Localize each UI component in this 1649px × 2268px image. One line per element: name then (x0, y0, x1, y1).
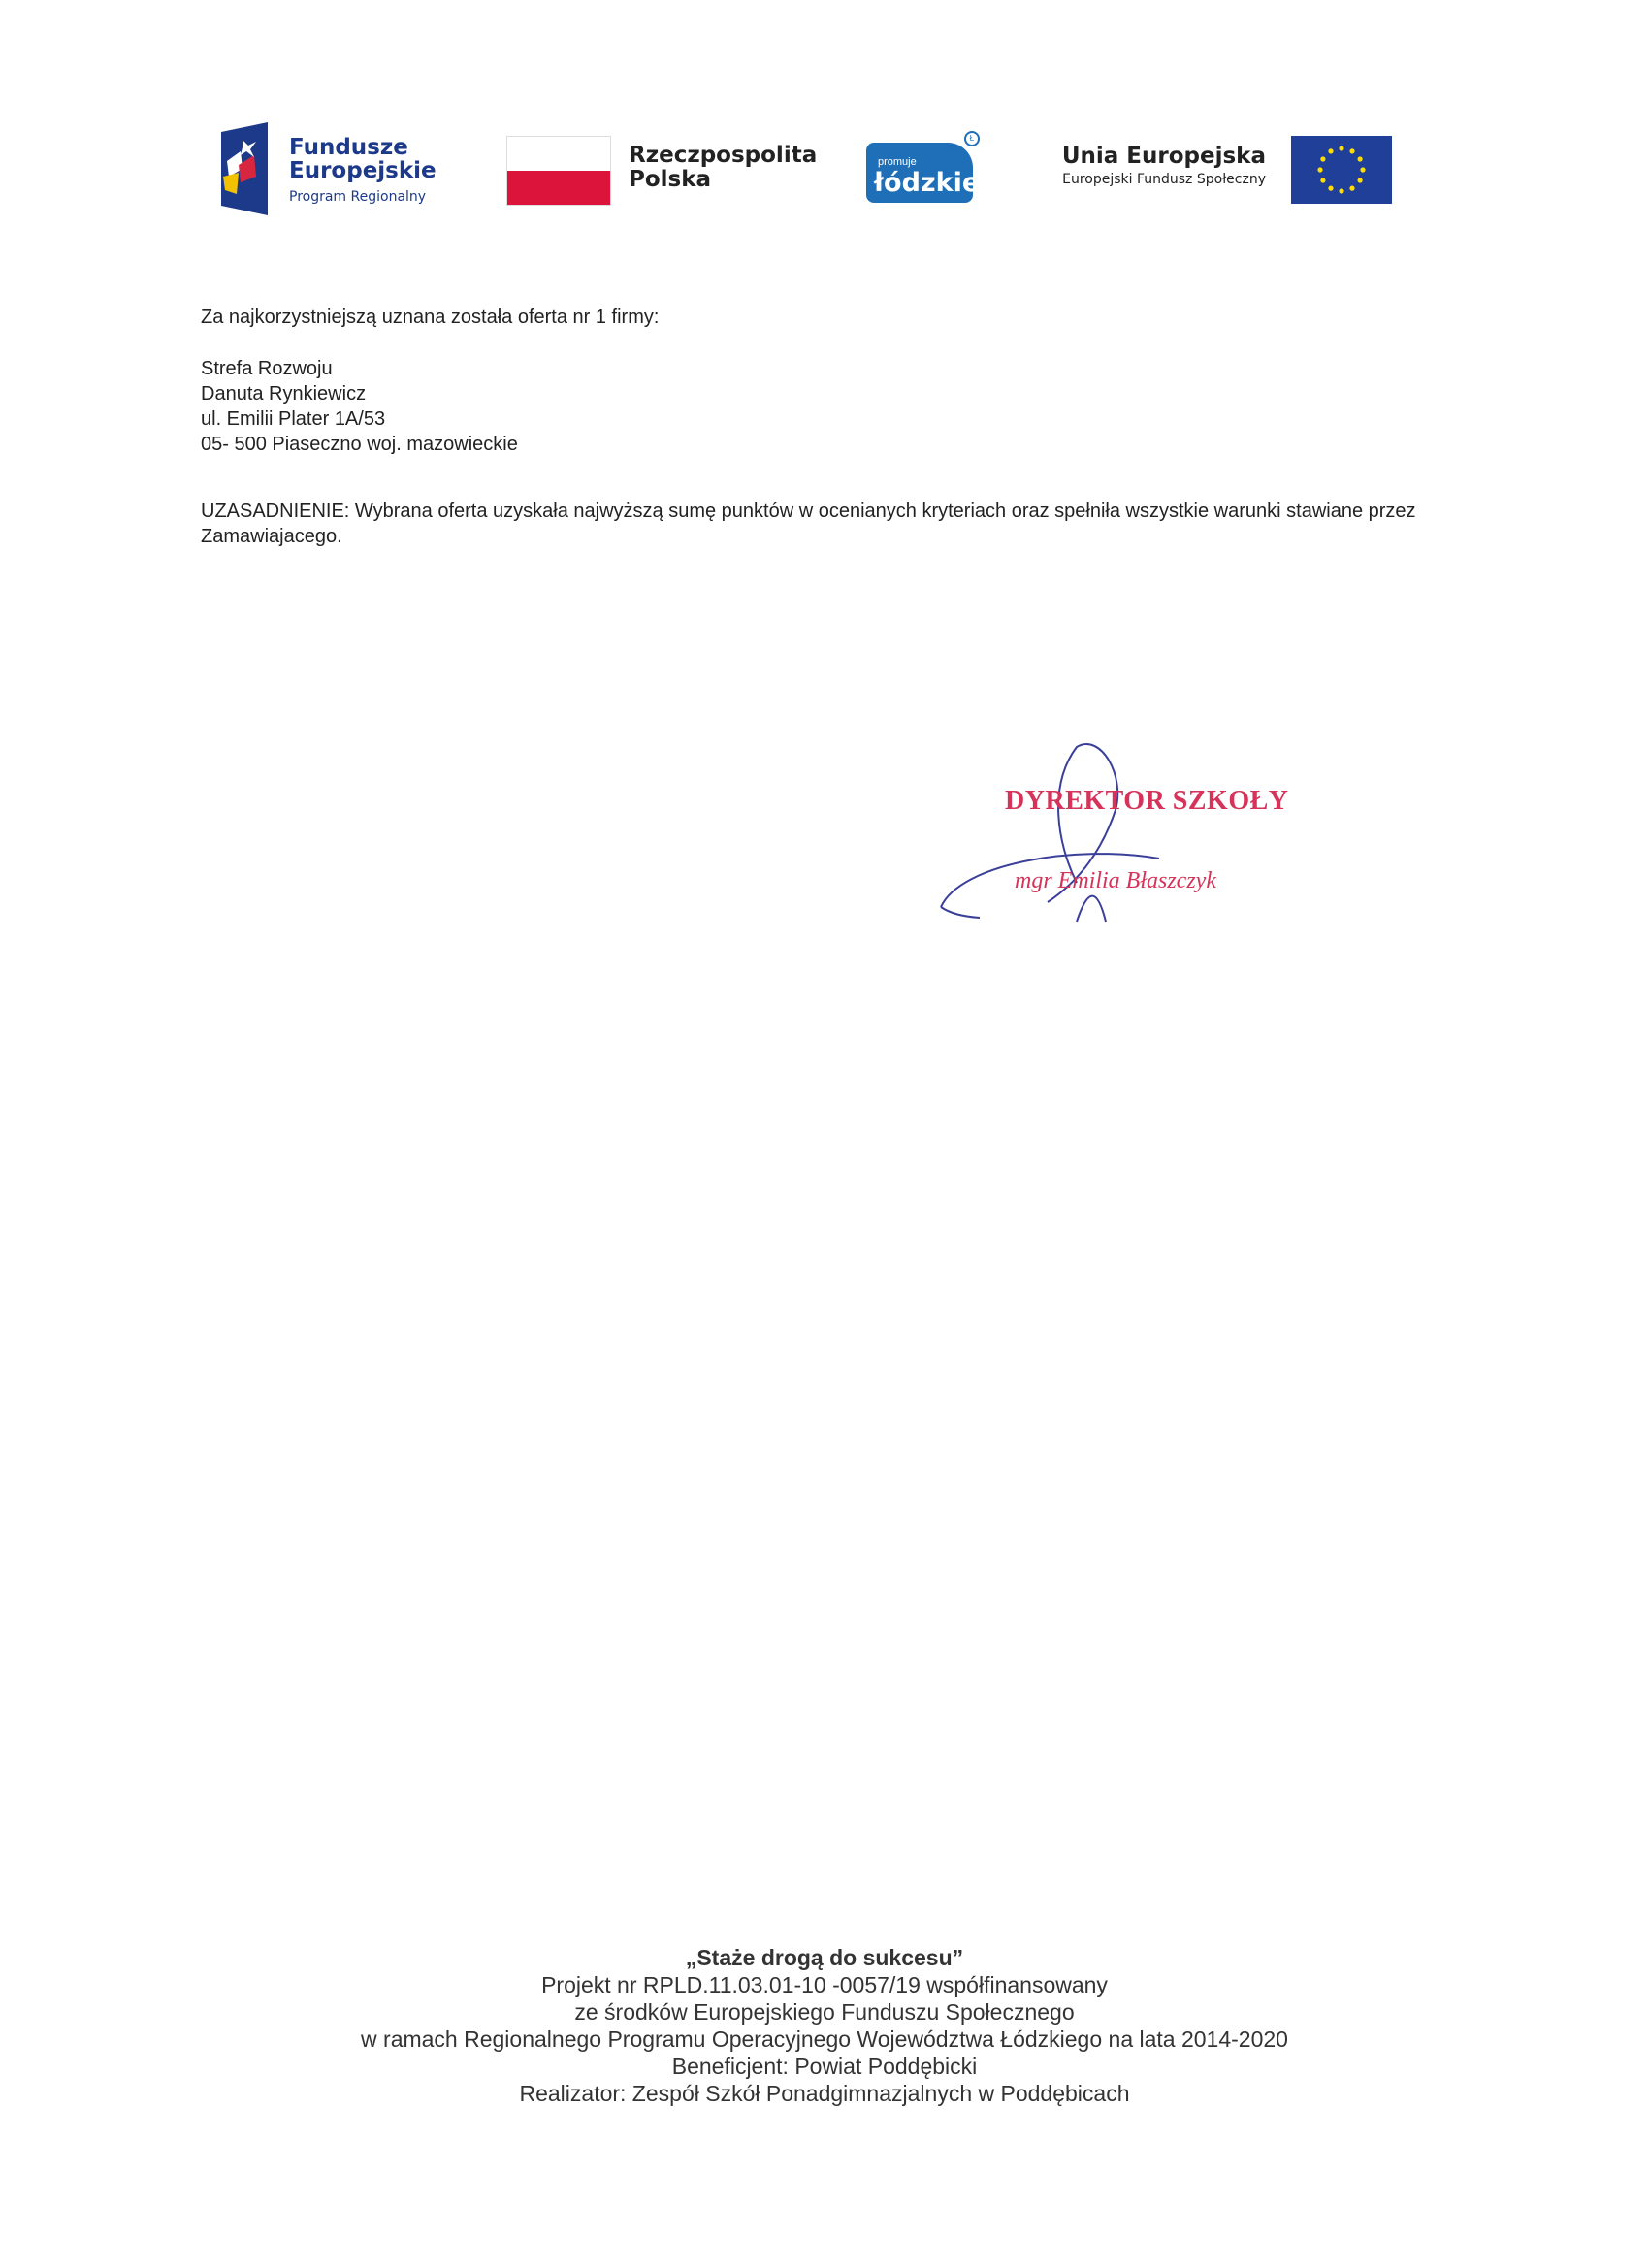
signature-stamp (931, 737, 1300, 931)
justification-text: UZASADNIENIE: Wybrana oferta uzyskała najwyższą sumę punktów w ocenianych kryteriach oraz spełniła wszystkie warunki stawiane przez Zamawiajacego. (201, 501, 1416, 547)
address-line: ul. Emilii Plater 1A/53 (201, 408, 386, 430)
fe-line-3: Program Regionalny (289, 189, 427, 205)
footer-line: Realizator: Zespół Szkół Ponadgimnazjalnych w Poddębicach (519, 2081, 1130, 2106)
fundusze-europejskie-text (289, 136, 436, 208)
project-footer (0, 1944, 1649, 2107)
logo-bar (0, 0, 1649, 252)
intro-text: Za najkorzystniejszą uznana została oferta nr 1 firmy: (201, 307, 660, 328)
winner-address (201, 356, 518, 457)
lodzkie-badge (866, 143, 981, 203)
fundusze-europejskie-emblem-icon (221, 122, 272, 215)
rp-line-1: Rzeczpospolita (629, 143, 818, 168)
ue-line-1: Unia Europejska (1061, 144, 1266, 169)
eu-flag-icon (1291, 136, 1392, 204)
eu-star (1320, 156, 1325, 161)
address-line: Strefa Rozwoju (201, 358, 333, 379)
footer-line: w ramach Regionalnego Programu Operacyjnego Województwa Łódzkiego na lata 2014-2020 (361, 2026, 1288, 2052)
fundusze-europejskie-logo (221, 118, 473, 215)
eu-star (1339, 146, 1343, 150)
lodzkie-small-text: promuje (878, 156, 917, 168)
eu-star (1349, 186, 1354, 191)
unia-europejska-logo (1052, 134, 1392, 211)
eu-star (1349, 148, 1354, 153)
lodzkie-big-text: łódzkie (874, 168, 981, 198)
stamp-name: mgr Emilia Błaszczyk (1015, 868, 1216, 893)
rzeczpospolita-polska-text (629, 144, 817, 192)
promuje-lodzkie-logo (866, 131, 983, 209)
eu-star (1320, 178, 1325, 182)
footer-line: ze środków Europejskiego Funduszu Społecznego (574, 1999, 1075, 2025)
lodzkie-circle-mark: Ł (964, 131, 980, 146)
rzeczpospolita-polska-logo (506, 136, 817, 209)
ue-line-2: Europejski Fundusz Społeczny (1062, 172, 1266, 187)
unia-europejska-text (1062, 144, 1266, 190)
eu-stars-icon (1291, 136, 1392, 204)
address-line: Danuta Rynkiewicz (201, 383, 367, 405)
fe-line-1: Fundusze (289, 135, 408, 160)
eu-star (1339, 188, 1343, 193)
eu-star (1328, 186, 1333, 191)
footer-line: Beneficjent: Powiat Poddębicki (671, 2054, 978, 2079)
footer-title: „Staże drogą do sukcesu” (685, 1945, 964, 1970)
fe-line-2: Europejskie (289, 158, 436, 183)
footer-line: Projekt nr RPLD.11.03.01-10 -0057/19 współfinansowany (541, 1972, 1108, 1997)
stamp-title: DYREKTOR SZKOŁY (1005, 786, 1289, 816)
address-line: 05- 500 Piaseczno woj. mazowieckie (201, 434, 518, 455)
handwritten-signature (931, 737, 1300, 931)
eu-star (1360, 167, 1365, 172)
rp-line-2: Polska (629, 167, 712, 192)
eu-star (1317, 167, 1322, 172)
eu-star (1328, 148, 1333, 153)
polish-flag-icon (506, 136, 611, 206)
eu-star (1358, 178, 1363, 182)
eu-star (1358, 156, 1363, 161)
